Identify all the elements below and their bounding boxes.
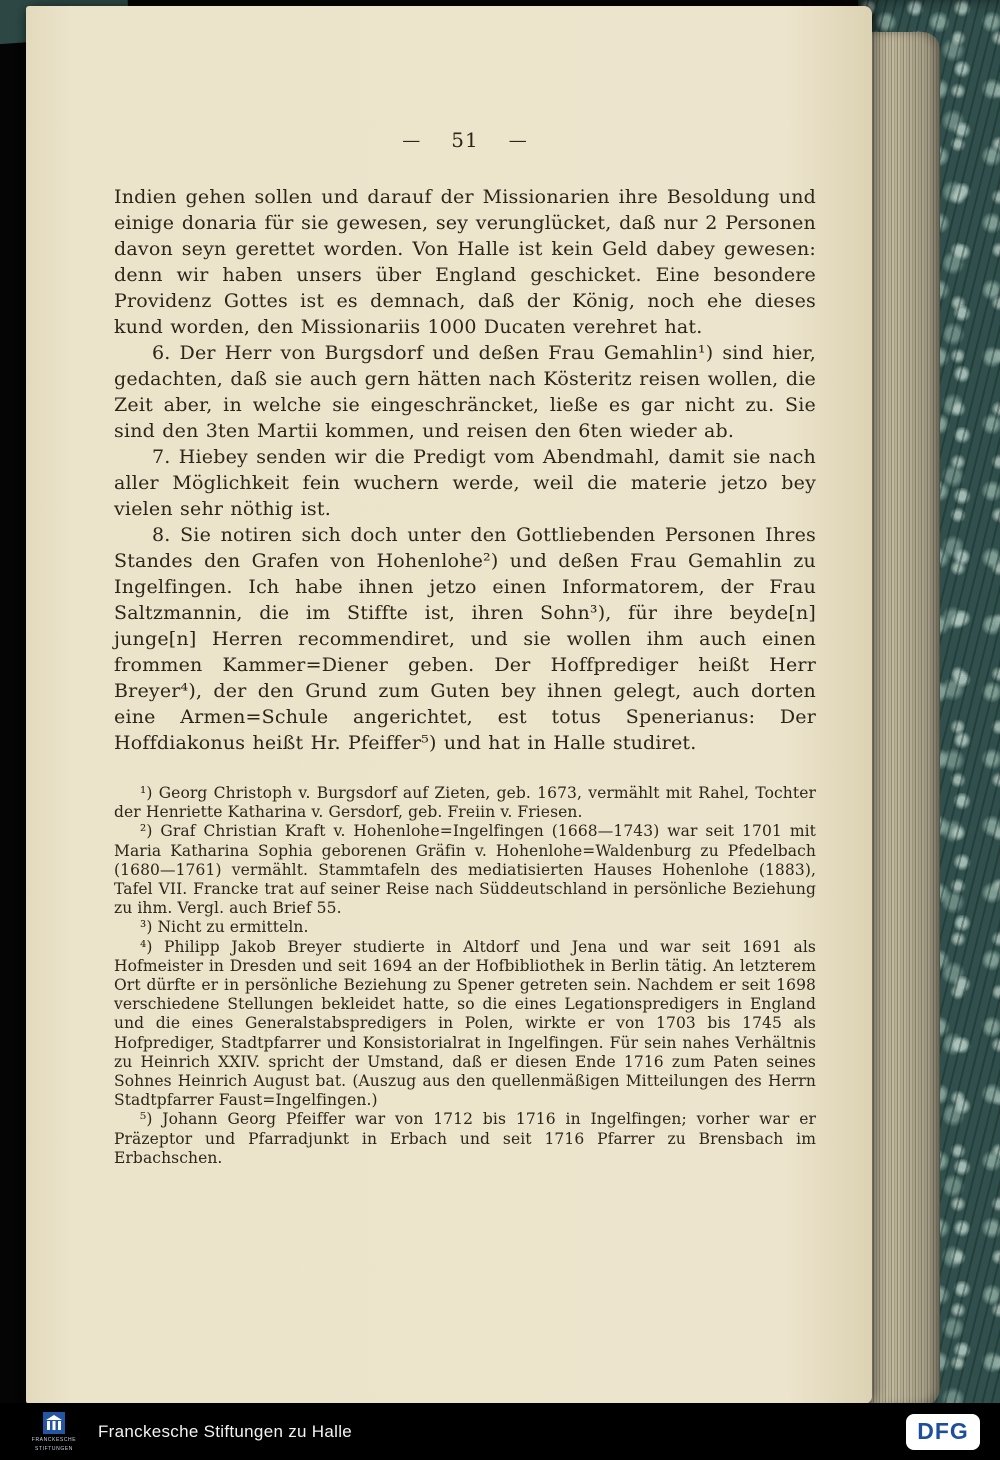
franckesche-stiftungen-logo: [26, 1412, 82, 1452]
footnotes: [114, 784, 816, 1168]
page-number: 51: [451, 128, 479, 152]
stiftungen-logo-text-1: FRANCKESCHE: [31, 1436, 77, 1443]
paragraph: 8. Sie notiren sich doch unter den Gottliebenden Personen Ihres Standes den Grafen von Hohenlohe²) und deßen Frau Gemahlin zu Ingelfingen. Ich habe ihnen jetzo einen Informatorem, der Frau Saltzmannin, die im Stiffte ist, ihren Sohn³), für ihre beyde[n] junge[n] Herren recommendiret, und sie wollen ihm auch einen frommen Kammer=Diener geben. Der Hoffprediger heißt Herr Breyer⁴), der den Grund zum Guten bey ihnen gelegt, auch dorten eine Armen=Schule angerichtet, est totus Spenerianus: Der Hoffdiakonus heißt Hr. Pfeiffer⁵) und hat in Halle studiret.: [114, 524, 816, 754]
library-name: Franckesche Stiftungen zu Halle: [98, 1421, 353, 1441]
footnote: ³) Nicht zu ermitteln.: [140, 918, 309, 937]
footnote: ¹) Georg Christoph v. Burgsdorf auf Zieten, geb. 1673, vermählt mit Rahel, Tochter der Henriette Katharina v. Gersdorf, geb. Freiin v. Friesen.: [114, 784, 816, 822]
dfg-logo: DFG: [906, 1414, 980, 1450]
paragraph: 7. Hiebey senden wir die Predigt vom Abendmahl, damit sie nach aller Möglichkeit fein wuchern werde, weil die materie jetzo bey vielen sehr nöthig ist.: [114, 446, 816, 520]
page-number-row: [114, 128, 816, 152]
paragraph: 6. Der Herr von Burgsdorf und deßen Frau Gemahlin¹) sind hier, gedachten, daß sie auch gern hätten nach Kösteritz reisen wollen, die Zeit aber, in welche sie eingeschräncket, ließe es gar nicht zu. Sie sind den 3ten Martii kommen, und reisen den 6ten wieder ab.: [114, 342, 816, 442]
paragraph: Indien gehen sollen und darauf der Missionarien ihre Besoldung und einige donaria für sie gewesen, sey verunglücket, daß nur 2 Personen davon seyn gerettet worden. Von Halle ist kein Geld dabey gewesen: denn wir haben unsers über England geschicket. Eine besondere Providenz Gottes ist es demnach, daß der König, noch ehe dieses kund worden, den Missionariis 1000 Ducaten verehret hat.: [114, 186, 816, 338]
stiftungen-building-icon: [43, 1412, 65, 1434]
page-number-dash-right: —: [508, 129, 528, 151]
page-content: [26, 6, 872, 1168]
viewer-footer-bar: [0, 1403, 1000, 1460]
footnote: ⁴) Philipp Jakob Breyer studierte in Altdorf und Jena und war seit 1691 als Hofmeister in Dresden und seit 1694 an der Hofbibliothek in Berlin tätig. An letzterem Ort dürfte er in persönliche Beziehung zu Spener getreten sein. Nachdem er seit 1698 verschiedene Stellungen bekleidet hatte, so die eines Legationspredigers in England und die eines Generalstabspredigers in Polen, wirkte er von 1703 bis 1745 als Hofprediger, Stadtpfarrer und Konsistorialrat in Ingelfingen. Für sein nahes Verhältnis zu Heinrich XXIV. spricht der Umstand, daß er diesen Ende 1716 zum Paten seines Sohnes Heinrich August bat. (Auszug aus den quellenmäßigen Mitteilungen des Herrn Stadtpfarrer Faust=Ingelfingen.): [114, 937, 816, 1110]
page-fore-edges: [862, 32, 940, 1406]
page-number-dash-left: —: [402, 129, 422, 151]
scanned-page: [26, 6, 872, 1404]
body-text: [114, 184, 816, 756]
footnote: ⁵) Johann Georg Pfeiffer war von 1712 bis 1716 in Ingelfingen; vorher war er Präzeptor und Pfarradjunkt in Erbach und seit 1716 Pfarrer zu Brensbach im Erbachschen.: [114, 1110, 816, 1167]
stiftungen-logo-text-2: STIFTUNGEN: [35, 1445, 73, 1452]
footnote: ²) Graf Christian Kraft v. Hohenlohe=Ingelfingen (1668—1743) war seit 1701 mit Maria Katharina Sophia geborenen Gräfin v. Hohenlohe=Waldenburg zu Pfedelbach (1680—1761) vermählt. Stammtafeln des mediatisierten Hauses Hohenlohe (1883), Tafel VII. Francke trat auf seiner Reise nach Süddeutschland in persönliche Beziehung zu ihm. Vergl. auch Brief 55.: [114, 822, 816, 918]
